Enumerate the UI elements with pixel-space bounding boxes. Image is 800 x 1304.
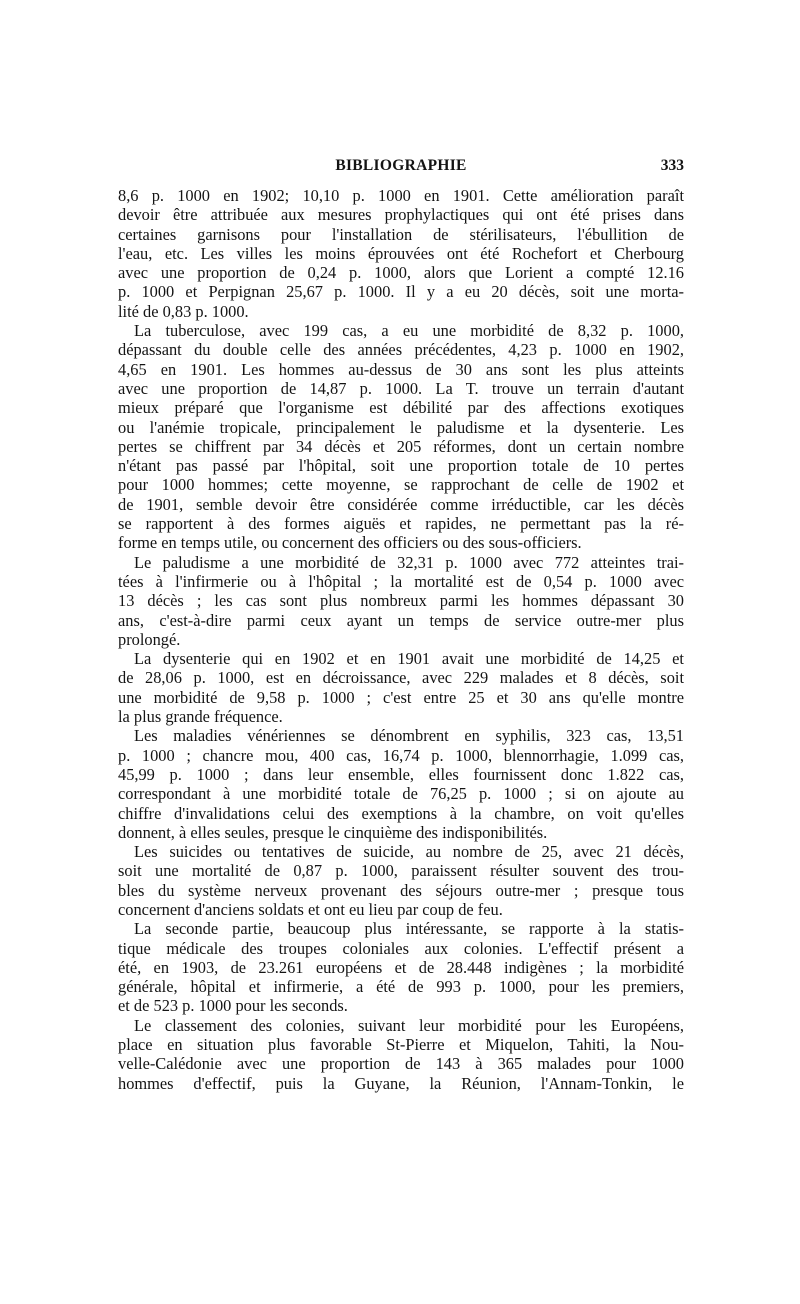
text-line: pour 1000 hommes; cette moyenne, se rapprochant de celle de 1902 et	[118, 475, 684, 495]
text-line: et de 523 p. 1000 pour les seconds.	[118, 996, 348, 1016]
text-line: certaines garnisons pour l'installation de stérilisateurs, l'ébullition de	[118, 224, 684, 244]
text-line: bles du système nerveux provenant des séjours outre-mer ; presque tous	[118, 880, 684, 900]
text-line: avec une proportion de 14,87 p. 1000. La T. trouve un terrain d'autant	[118, 378, 684, 398]
text-line: donnent, à elles seules, presque le cinquième des indisponibilités.	[118, 822, 548, 842]
text-line: 13 décès ; les cas sont plus nombreux parmi les hommes dépassant 30	[118, 591, 684, 611]
text-line: une morbidité de 9,58 p. 1000 ; c'est entre 25 et 30 ans qu'elle montre	[118, 687, 684, 707]
text-line: 45,99 p. 1000 ; dans leur ensemble, elles fournissent donc 1.822 cas,	[118, 764, 684, 784]
running-title: BIBLIOGRAPHIE	[335, 157, 467, 174]
text-line: p. 1000 ; chancre mou, 400 cas, 16,74 p. 1000, blennorrhagie, 1.099 cas,	[118, 745, 684, 765]
text-line: velle-Calédonie avec une proportion de 143 à 365 malades pour 1000	[118, 1054, 684, 1074]
text-line: 4,65 en 1901. Les hommes au-dessus de 30 ans sont les plus atteints	[118, 359, 684, 379]
text-line: ou l'anémie tropicale, principalement le paludisme et la dysenterie. Les	[118, 417, 684, 437]
text-line: la plus grande fréquence.	[118, 707, 283, 727]
page-number: 333	[660, 157, 684, 174]
text-line: soit une mortalité de 0,87 p. 1000, paraissent résulter souvent des trou-	[118, 861, 684, 881]
text-line: n'étant pas passé par l'hôpital, soit une proportion totale de 10 pertes	[118, 456, 684, 476]
text-line: devoir être attribuée aux mesures prophylactiques qui ont été prises dans	[118, 205, 684, 225]
text-line: forme en temps utile, ou concernent des officiers ou des sous-officiers.	[118, 533, 582, 553]
text-line: place en situation plus favorable St-Pierre et Miquelon, Tahiti, la Nou-	[118, 1035, 684, 1055]
text-line: lité de 0,83 p. 1000.	[118, 301, 249, 321]
paragraph-start-line: La tuberculose, avec 199 cas, a eu une morbidité de 8,32 p. 1000,	[134, 321, 684, 341]
paragraph-start-line: La seconde partie, beaucoup plus intéressante, se rapporte à la statis-	[134, 919, 684, 939]
text-line: été, en 1903, de 23.261 européens et de 28.448 indigènes ; la morbidité	[118, 957, 684, 977]
text-line: 8,6 p. 1000 en 1902; 10,10 p. 1000 en 1901. Cette amélioration paraît	[118, 186, 684, 205]
text-line: tique médicale des troupes coloniales aux colonies. L'effectif présent a	[118, 938, 684, 958]
paragraph-start-line: Le paludisme a une morbidité de 32,31 p. 1000 avec 772 atteintes trai-	[134, 552, 684, 572]
text-line: mieux préparé que l'organisme est débilité par des affections exotiques	[118, 398, 684, 418]
text-line: concernent d'anciens soldats et ont eu lieu par coup de feu.	[118, 899, 503, 919]
paragraph-start-line: Les suicides ou tentatives de suicide, au nombre de 25, avec 21 décès,	[134, 842, 684, 862]
text-line: de 28,06 p. 1000, est en décroissance, avec 229 malades et 8 décès, soit	[118, 668, 684, 688]
text-line: p. 1000 et Perpignan 25,67 p. 1000. Il y a eu 20 décès, soit une morta-	[118, 282, 684, 302]
text-line: dépassant du double celle des années précédentes, 4,23 p. 1000 en 1902,	[118, 340, 684, 360]
text-line: correspondant à une morbidité totale de 76,25 p. 1000 ; si on ajoute au	[118, 784, 684, 804]
paragraph-start-line: Le classement des colonies, suivant leur morbidité pour les Européens,	[134, 1015, 684, 1035]
text-line: avec une proportion de 0,24 p. 1000, alors que Lorient a compté 12.16	[118, 263, 684, 283]
text-line: tées à l'infirmerie ou à l'hôpital ; la mortalité est de 0,54 p. 1000 avec	[118, 571, 684, 591]
text-line: hommes d'effectif, puis la Guyane, la Réunion, l'Annam-Tonkin, le	[118, 1073, 684, 1093]
text-line: chiffre d'invalidations celui des exemptions à la chambre, on voit qu'elles	[118, 803, 684, 823]
text-line: prolongé.	[118, 629, 181, 649]
text-line: l'eau, etc. Les villes les moins éprouvées ont été Rochefort et Cherbourg	[118, 243, 684, 263]
paragraph-start-line: Les maladies vénériennes se dénombrent en syphilis, 323 cas, 13,51	[134, 726, 684, 746]
running-header	[118, 157, 684, 181]
text-line: pertes se chiffrent par 34 décès et 205 réformes, dont un certain nombre	[118, 436, 684, 456]
text-line: de 1901, semble devoir être considérée comme irréductible, car les décès	[118, 494, 684, 514]
text-line: ans, c'est-à-dire parmi ceux ayant un temps de service outre-mer plus	[118, 610, 684, 630]
paragraph-start-line: La dysenterie qui en 1902 et en 1901 avait une morbidité de 14,25 et	[134, 649, 684, 669]
text-line: se rapportent à des formes aiguës et rapides, ne permettant pas la ré-	[118, 514, 684, 534]
body-text	[118, 186, 684, 1093]
text-line: générale, hôpital et infirmerie, a été de 993 p. 1000, pour les premiers,	[118, 977, 684, 997]
